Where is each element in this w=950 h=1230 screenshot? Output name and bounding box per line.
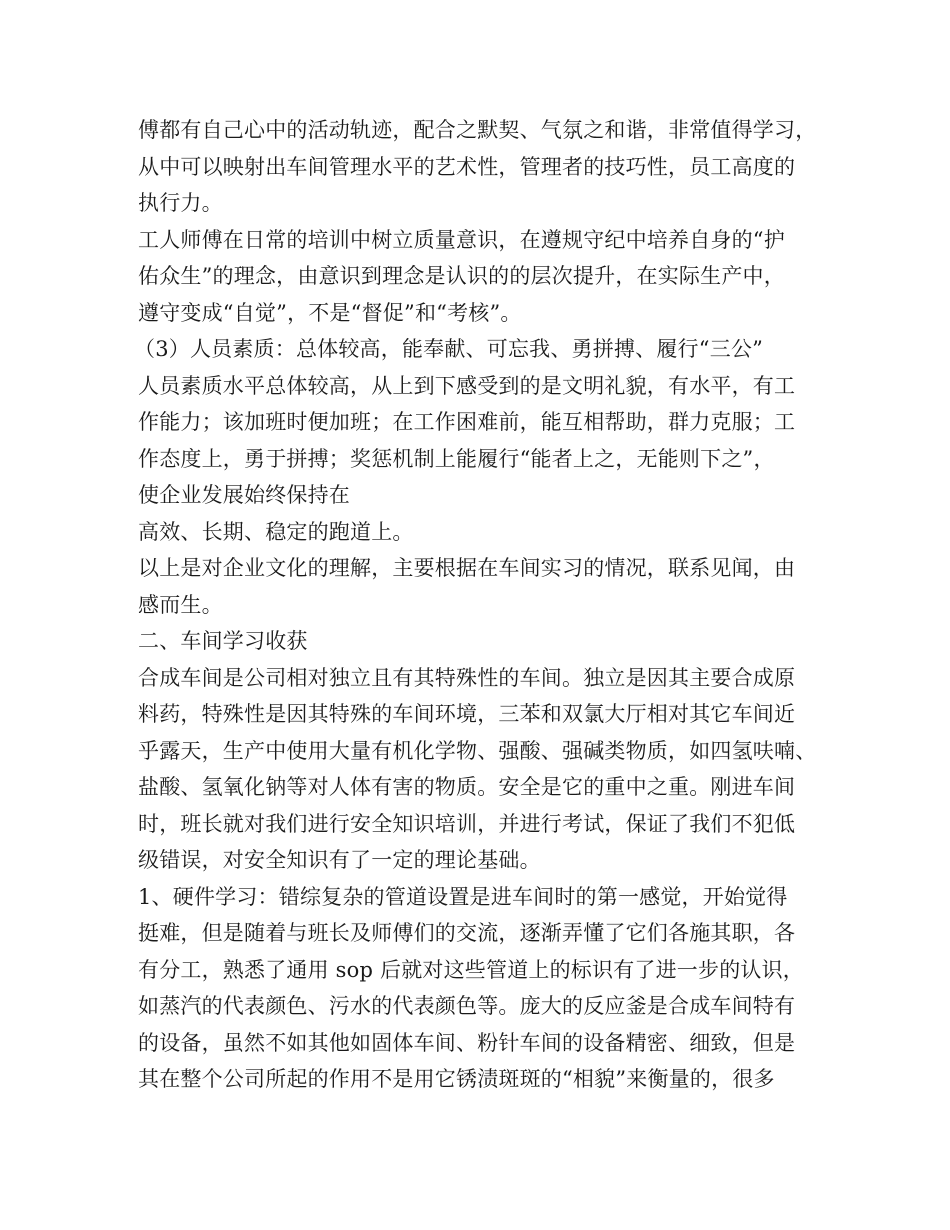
text-line: 级错误，对安全知识有了一定的理论基础。 (138, 848, 541, 872)
text-line: 料药，特殊性是因其特殊的车间环境，三苯和双氯大厅相对其它车间近 (138, 702, 796, 726)
text-line: 以上是对企业文化的理解，主要根据在车间实习的情况，联系见闻，由 (138, 556, 796, 580)
document-body-text (134, 112, 838, 1098)
text-line: 如蒸汽的代表颜色、污水的代表颜色等。庞大的反应釜是合成车间特有 (138, 994, 796, 1018)
text-line: 的设备，虽然不如其他如固体车间、粉针车间的设备精密、细致，但是 (138, 1030, 796, 1055)
text-line: 执行力。 (138, 191, 223, 215)
text-line: 合成车间是公司相对独立且有其特殊性的车间。独立是因其主要合成原 (138, 665, 796, 690)
text-line: 高效、长期、稳定的跑道上。 (138, 519, 414, 544)
text-line: 傅都有自己心中的活动轨迹，配合之默契、气氛之和谐，非常值得学习， (138, 118, 817, 142)
text-line: 从中可以映射出车间管理水平的艺术性，管理者的技巧性，员工高度的 (138, 154, 796, 179)
text-line: 作态度上，勇于拼搏；奖惩机制上能履行“能者上之，无能则下之”， (138, 446, 775, 471)
text-line: 时，班长就对我们进行安全知识培训，并进行考试，保证了我们不犯低 (138, 811, 796, 836)
text-line: 工人师傅在日常的培训中树立质量意识，在遵规守纪中培养自身的“护 (138, 227, 785, 252)
text-line: 盐酸、氢氧化钠等对人体有害的物质。安全是它的重中之重。刚进车间 (138, 775, 796, 799)
text-line: 其在整个公司所起的作用不是用它锈渍斑斑的“相貌”来衡量的，很多 (138, 1067, 775, 1091)
text-line: 遵守变成“自觉”，不是“督促”和“考核”。 (138, 300, 522, 325)
text-line: 有分工，熟悉了通用 sop 后就对这些管道上的标识有了进一步的认识， (138, 957, 805, 982)
text-line: 佑众生”的理念，由意识到理念是认识的的层次提升，在实际生产中， (138, 264, 785, 288)
text-line: 人员素质水平总体较高，从上到下感受到的是文明礼貌，有水平，有工 (138, 373, 796, 398)
text-line: 使企业发展始终保持在 (138, 483, 350, 507)
text-line: 乎露天，生产中使用大量有机化学物、强酸、强碱类物质，如四氢呋喃、 (138, 738, 817, 763)
text-line: 挺难，但是随着与班长及师傅们的交流，逐渐弄懂了它们各施其职，各 (138, 921, 796, 945)
text-line: 感而生。 (138, 592, 223, 617)
section-heading-personnel-quality: （3）人员素质：总体较高，能奉献、可忘我、勇拼搏、履行“三公” (134, 337, 764, 361)
subsection-hardware-learning: 1、硬件学习：错综复杂的管道设置是进车间时的第一感觉，开始觉得 (138, 884, 788, 909)
section-heading-workshop-learning: 二、车间学习收获 (138, 629, 308, 653)
text-line: 作能力；该加班时便加班；在工作困难前，能互相帮助，群力克服；工 (138, 410, 796, 434)
